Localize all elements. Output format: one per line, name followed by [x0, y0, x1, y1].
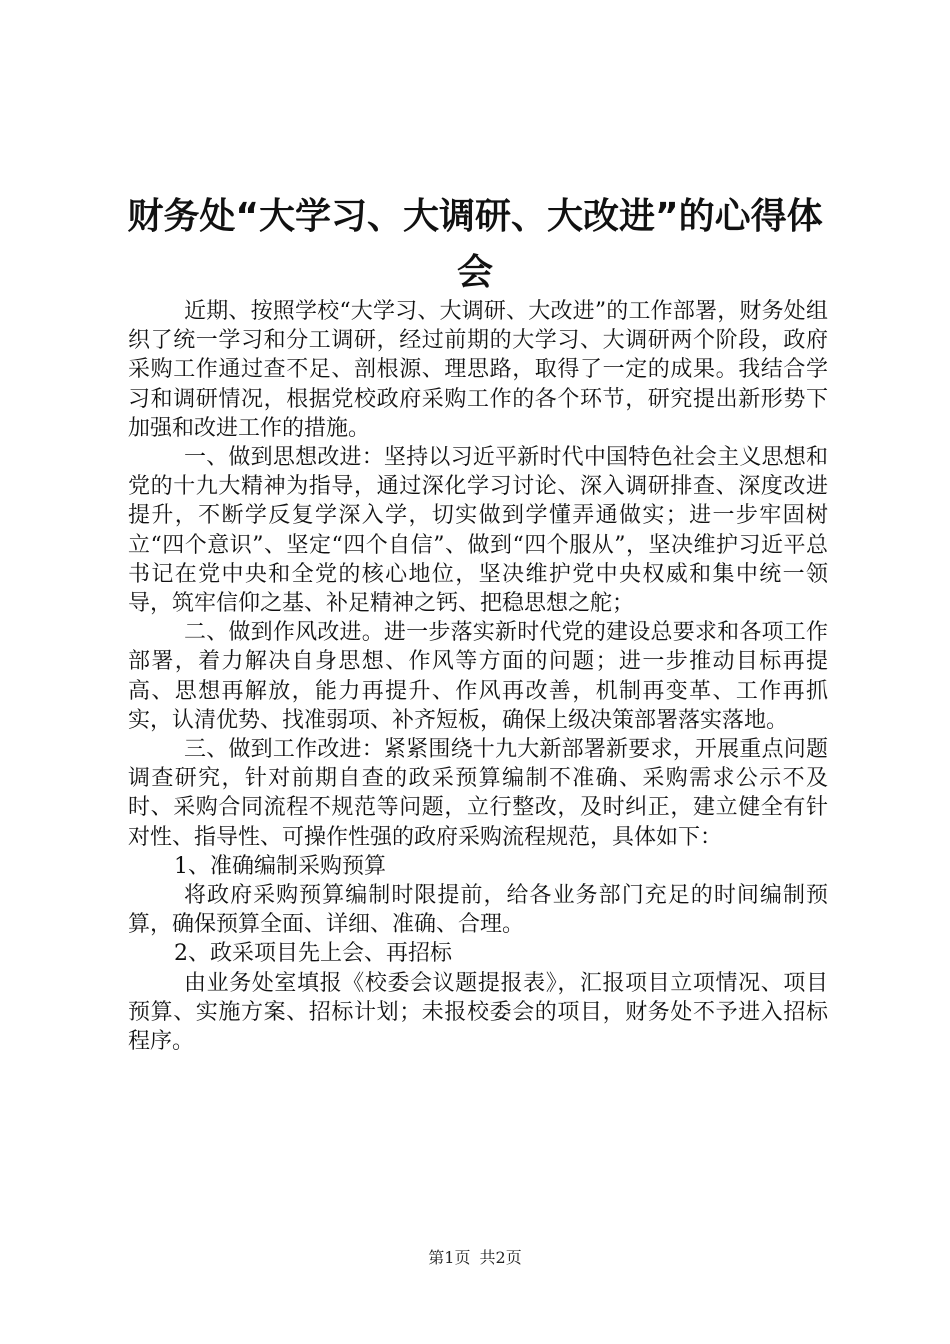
- document-title-line-2: 会: [456, 252, 493, 293]
- paragraph-sub-2: 由业务处室填报《校委会议题提报表》，汇报项目立项情况、项目预算、实施方案、招标计划；未报校委会的项目，财务处不予进入招标程序。: [128, 970, 828, 1055]
- paragraph-sub-1: 将政府采购预算编制时限提前，给各业务部门充足的时间编制预算，确保预算全面、详细、准确、合理。: [128, 883, 828, 938]
- document-title-line-1: 财务处“大学习、大调研、大改进”的心得体: [127, 196, 823, 237]
- paragraph-intro: 近期、按照学校“大学习、大调研、大改进”的工作部署，财务处组织了统一学习和分工调研，经过前期的大学习、大调研两个阶段，政府采购工作通过查不足、剖根源、理思路，取得了一定的成果。我结合学习和调研情况，根据党校政府采购工作的各个环节，研究提出新形势下加强和改进工作的措施。: [128, 299, 828, 441]
- subheading-1: 1、准确编制采购预算: [174, 853, 386, 879]
- page-number: 第1页: [428, 1248, 471, 1267]
- paragraph-section-1: 一、做到思想改进：坚持以习近平新时代中国特色社会主义思想和党的十九大精神为指导，通过深化学习讨论、深入调研排查、深度改进提升，不断学反复学深入学，切实做到学懂弄通做实；进一步牢固树立“四个意识”、坚定“四个自信”、做到“四个服从”，坚决维护习近平总书记在党中央和全党的核心地位，坚决维护党中央权威和集中统一领导，筑牢信仰之基、补足精神之钙、把稳思想之舵；: [128, 445, 828, 617]
- paragraph-section-3: 三、做到工作改进：紧紧围绕十九大新部署新要求，开展重点问题调查研究，针对前期自查的政采预算编制不准确、采购需求公示不及时、采购合同流程不规范等问题，立行整改，及时纠正，建立健全有针对性、指导性、可操作性强的政府采购流程规范，具体如下：: [128, 737, 828, 850]
- paragraph-section-2: 二、做到作风改进。进一步落实新时代党的建设总要求和各项工作部署，着力解决自身思想、作风等方面的问题；进一步推动目标再提高、思想再解放，能力再提升、作风再改善，机制再变革、工作再抓实，认清优势、找准弱项、补齐短板，确保上级决策部署落实落地。: [128, 620, 828, 733]
- page-footer: [0, 1245, 950, 1268]
- subheading-2: 2、政采项目先上会、再招标: [174, 941, 452, 967]
- document-body: [128, 297, 828, 1056]
- page-total: 共2页: [479, 1248, 522, 1267]
